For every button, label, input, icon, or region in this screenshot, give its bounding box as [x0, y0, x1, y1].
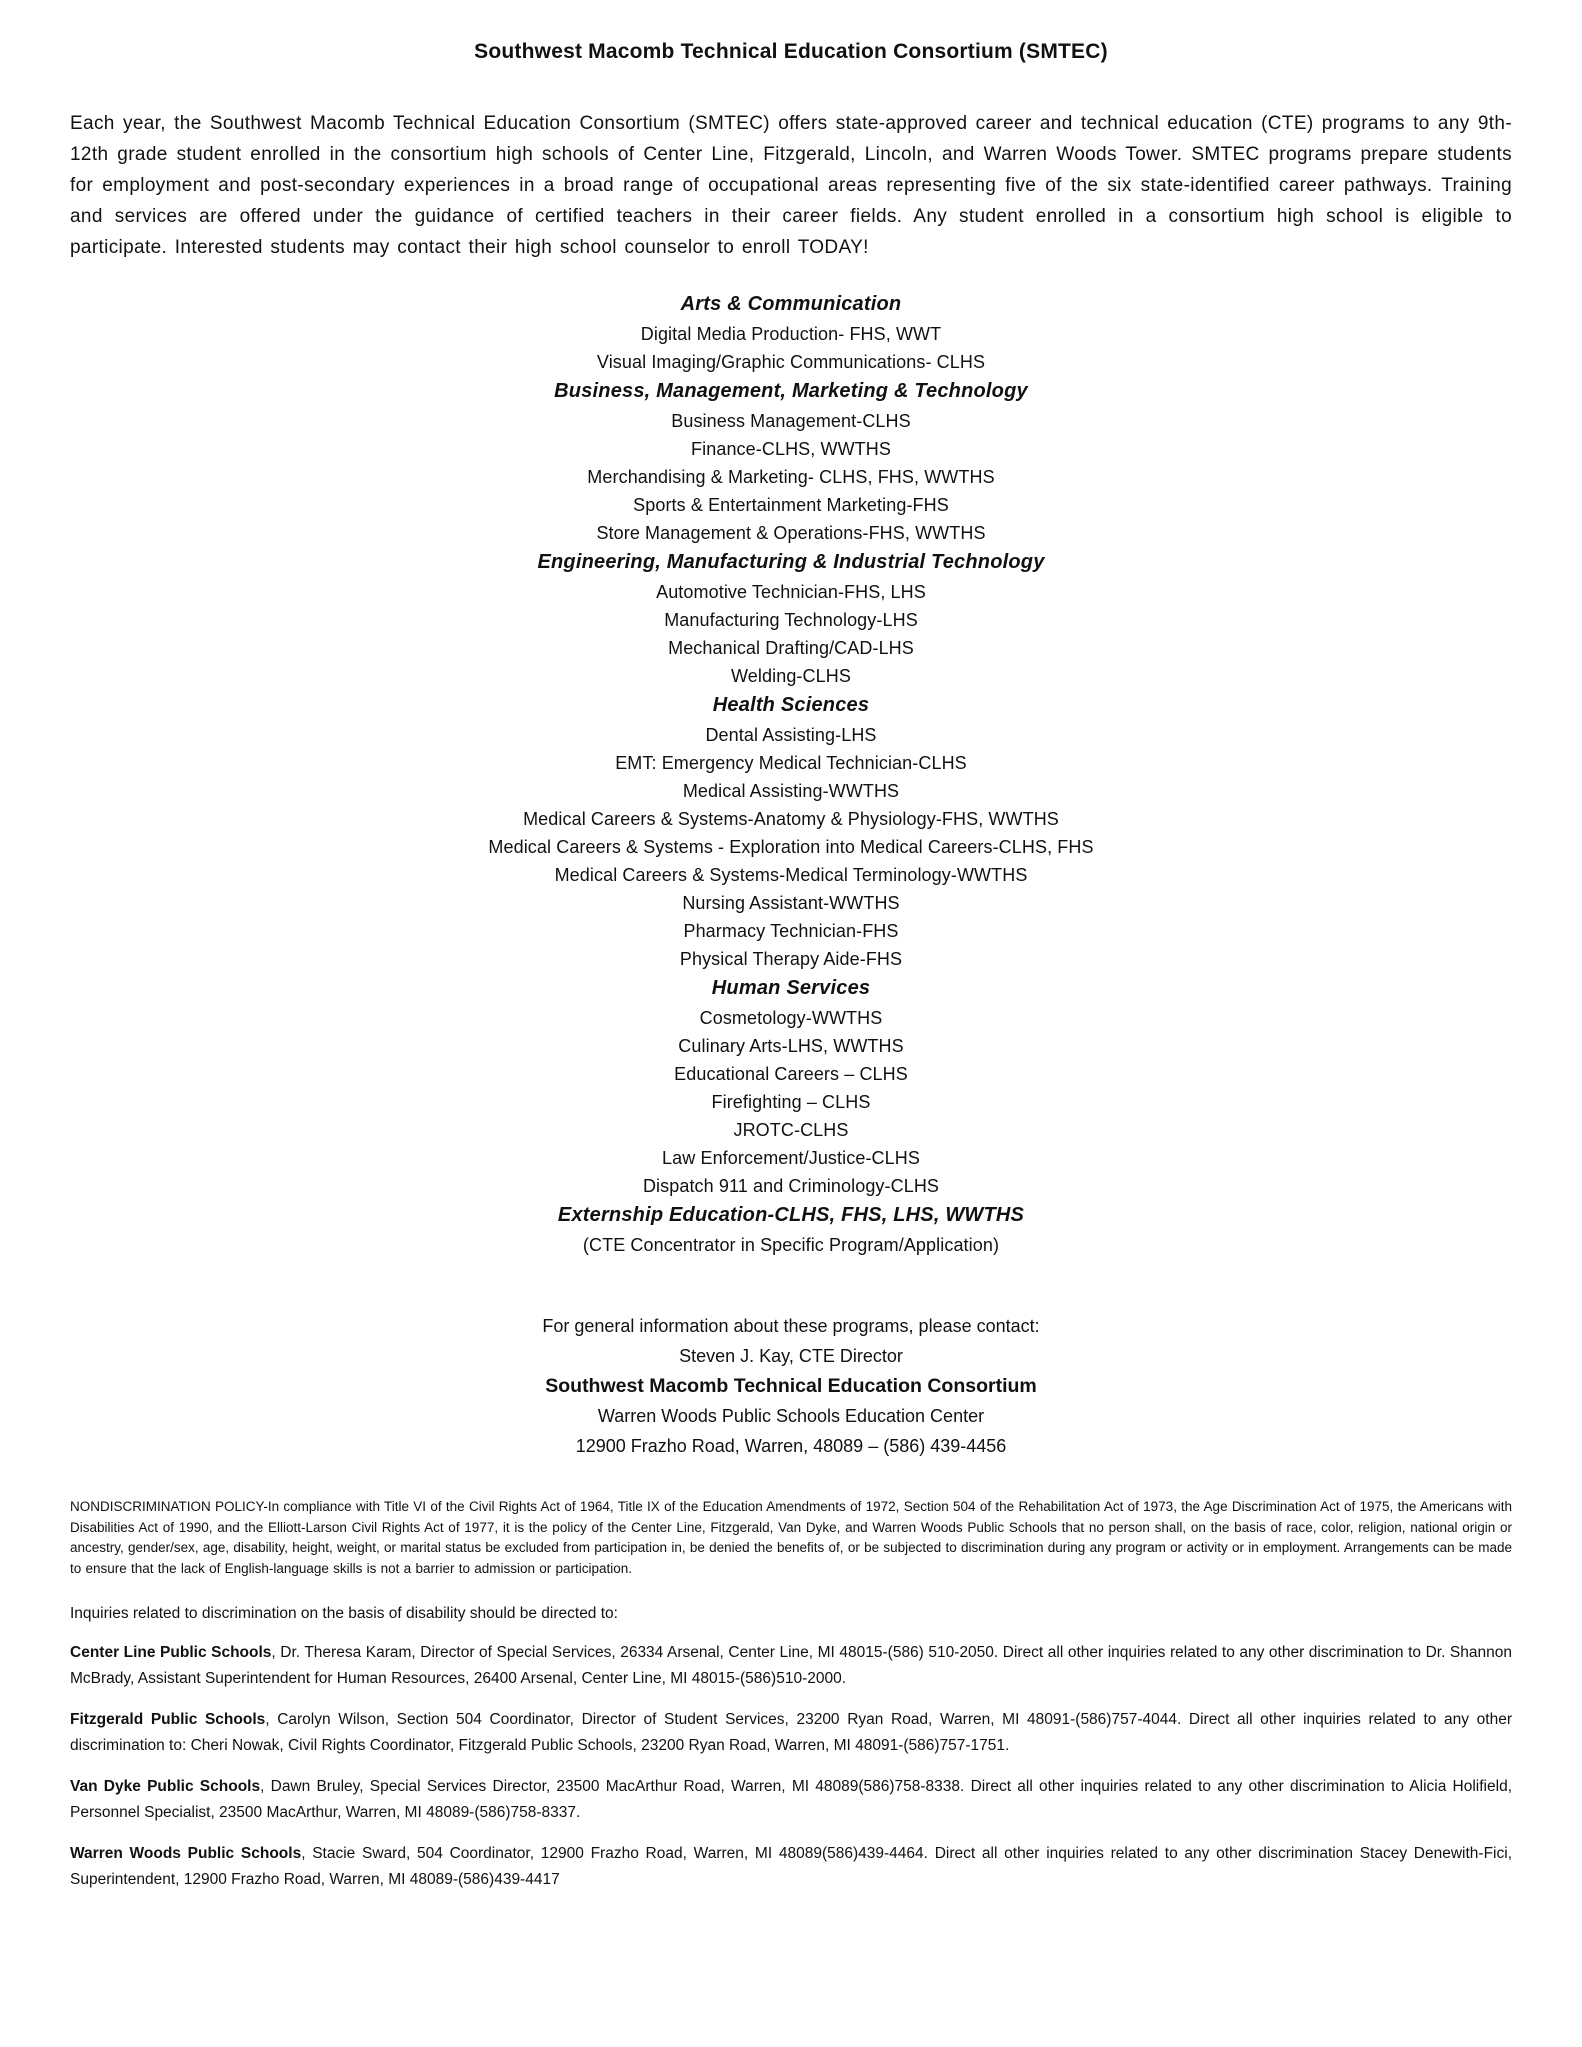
program-line: Mechanical Drafting/CAD-LHS [668, 638, 914, 658]
contact-center-line: Warren Woods Public Schools Education Center [597, 1406, 985, 1426]
program-line: Store Management & Operations-FHS, WWTHS [596, 523, 986, 543]
program-line: Finance-CLHS, WWTHS [691, 439, 891, 459]
contact-address-line: 12900 Frazho Road, Warren, 48089 – (586) 439-4456 [575, 1436, 1007, 1456]
program-line: Culinary Arts-LHS, WWTHS [678, 1036, 904, 1056]
program-line: Merchandising & Marketing- CLHS, FHS, WWTHS [587, 467, 995, 487]
section-heading: Human Services [711, 977, 871, 999]
section-heading: Arts & Communication [680, 293, 902, 315]
program-line: Medical Careers & Systems-Anatomy & Physiology-FHS, WWTHS [523, 809, 1059, 829]
section-heading: Business, Management, Marketing & Technology [554, 380, 1028, 402]
program-line: Dispatch 911 and Criminology-CLHS [642, 1176, 940, 1196]
program-sections [70, 289, 1512, 1259]
program-line: Manufacturing Technology-LHS [664, 610, 918, 630]
intro-paragraph: Each year, the Southwest Macomb Technical Education Consortium (SMTEC) offers state-approved career and technical education (CTE) programs to any 9th-12th grade student enrolled in the consortium high schools of Center Line, Fitzgerald, Lincoln, and Warren Woods Tower. SMTEC programs prepare students for employment and post-secondary experiences in a broad range of occupational areas representing five of the six state-identified career pathways. Training and services are offered under the guidance of certified teachers in their career fields. Any student enrolled in a consortium high school is eligible to participate. Interested students may contact their high school counselor to enroll TODAY! [70, 113, 1512, 258]
section-heading: Health Sciences [712, 694, 870, 716]
district-name: Warren Woods Public Schools [70, 1845, 302, 1862]
program-line: Nursing Assistant-WWTHS [682, 893, 900, 913]
district-paragraph: Van Dyke Public Schools, Dawn Bruley, Special Services Director, 23500 MacArthur Road, Warren, MI 48089(586)758-8338. Direct all other inquiries related to any other discrimination to Alicia Holifield, Personnel Specialist, 23500 MacArthur, Warren, MI 48089-(586)758-8337. [70, 1778, 1512, 1821]
contact-director-line: Steven J. Kay, CTE Director [679, 1346, 903, 1366]
program-line: Medical Careers & Systems-Medical Terminology-WWTHS [554, 865, 1028, 885]
program-line: Digital Media Production- FHS, WWT [640, 324, 942, 344]
contact-block [70, 1311, 1512, 1461]
program-line: Law Enforcement/Justice-CLHS [662, 1148, 920, 1168]
program-line: Medical Careers & Systems - Exploration into Medical Careers-CLHS, FHS [488, 837, 1094, 857]
contact-organization-line: Southwest Macomb Technical Education Consortium [545, 1375, 1037, 1397]
nondiscrimination-policy: NONDISCRIMINATION POLICY-In compliance with Title VI of the Civil Rights Act of 1964, Title IX of the Education Amendments of 1972, Section 504 of the Rehabilitation Act of 1973, the Age Discrimination Act of 1975, the Americans with Disabilities Act of 1990, and the Elliott-Larson Civil Rights Act of 1977, it is the policy of the Center Line, Fitzgerald, Van Dyke, and Warren Woods Public Schools that no person shall, on the basis of race, color, religion, national origin or ancestry, gender/sex, age, disability, height, weight, or marital status be excluded from participation in, be denied the benefits of, or be subjected to discrimination during any program or activity or in employment. Arrangements can be made to ensure that the lack of English-language skills is not a barrier to admission or participation. [70, 1499, 1512, 1576]
program-line: Business Management-CLHS [671, 411, 911, 431]
program-line: Sports & Entertainment Marketing-FHS [633, 495, 949, 515]
contact-intro-line: For general information about these programs, please contact: [542, 1316, 1040, 1336]
program-line: Visual Imaging/Graphic Communications- CLHS [596, 352, 986, 372]
program-line: Dental Assisting-LHS [705, 725, 877, 745]
program-line: Welding-CLHS [731, 666, 851, 686]
program-line: Pharmacy Technician-FHS [683, 921, 899, 941]
program-line: JROTC-CLHS [733, 1120, 849, 1140]
program-line: Cosmetology-WWTHS [699, 1008, 883, 1028]
program-line: Physical Therapy Aide-FHS [679, 949, 903, 969]
program-line: Automotive Technician-FHS, LHS [656, 582, 926, 602]
district-contacts [70, 1640, 1512, 1893]
district-paragraph: Warren Woods Public Schools, Stacie Sward, 504 Coordinator, 12900 Frazho Road, Warren, MI 48089(586)439-4464. Direct all other inquiries related to any other discrimination Stacey Denewith-Fici, Superintendent, 12900 Frazho Road, Warren, MI 48089-(586)439-4417 [70, 1845, 1512, 1888]
program-line: EMT: Emergency Medical Technician-CLHS [615, 753, 967, 773]
district-paragraph: Center Line Public Schools, Dr. Theresa Karam, Director of Special Services, 26334 Arsenal, Center Line, MI 48015-(586) 510-2050. Direct all other inquiries related to any other discrimination to Dr. Shannon McBrady, Assistant Superintendent for Human Resources, 26400 Arsenal, Center Line, MI 48015-(586)510-2000. [70, 1644, 1512, 1687]
program-line: Medical Assisting-WWTHS [682, 781, 900, 801]
district-name: Van Dyke Public Schools [70, 1778, 261, 1795]
district-name: Center Line Public Schools [70, 1644, 272, 1661]
section-heading: Engineering, Manufacturing & Industrial Technology [537, 551, 1045, 573]
program-line: Educational Careers – CLHS [674, 1064, 908, 1084]
program-line: (CTE Concentrator in Specific Program/Application) [582, 1235, 1000, 1255]
program-line: Firefighting – CLHS [711, 1092, 871, 1112]
district-name: Fitzgerald Public Schools [70, 1711, 266, 1728]
page-title: Southwest Macomb Technical Education Consortium (SMTEC) [474, 40, 1108, 63]
inquiries-line: Inquiries related to discrimination on the basis of disability should be directed to: [70, 1605, 618, 1622]
district-paragraph: Fitzgerald Public Schools, Carolyn Wilson, Section 504 Coordinator, Director of Student Services, 23200 Ryan Road, Warren, MI 48091-(586)757-4044. Direct all other inquiries related to any other discrimination to: Cheri Nowak, Civil Rights Coordinator, Fitzgerald Public Schools, 23200 Ryan Road, Warren, MI 48091-(586)757-1751. [70, 1711, 1512, 1754]
section-heading: Externship Education-CLHS, FHS, LHS, WWTHS [557, 1204, 1025, 1226]
